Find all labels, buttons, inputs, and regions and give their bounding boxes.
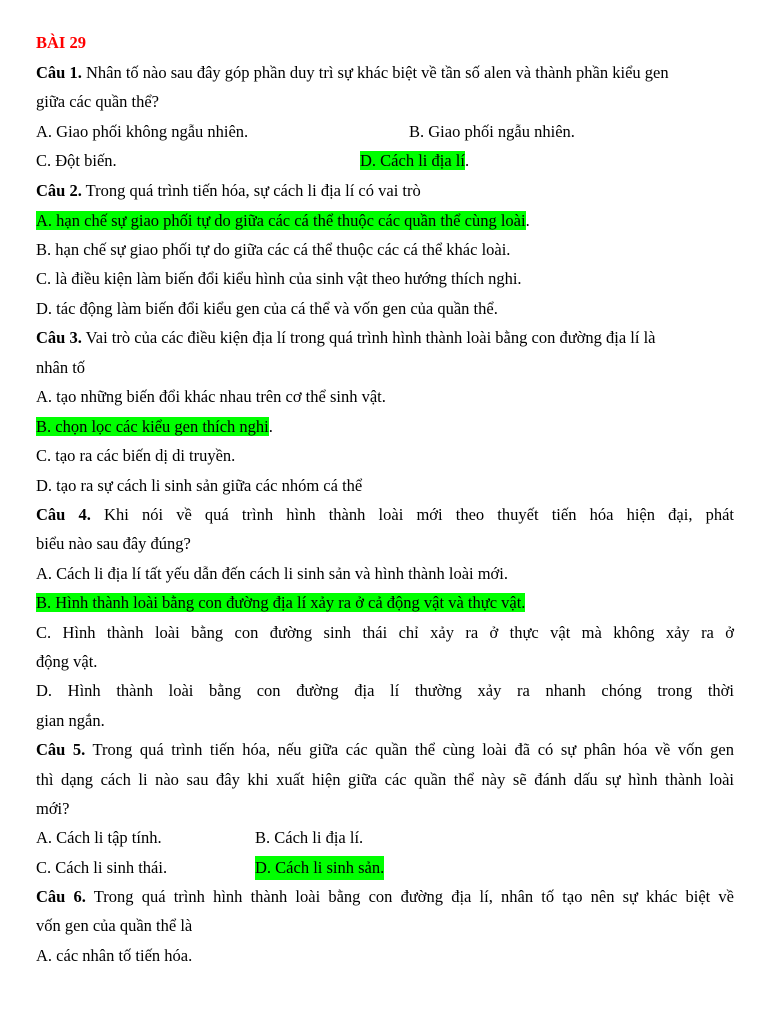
q2-text: Trong quá trình tiến hóa, sự cách li địa lí có vai trò [81, 181, 421, 200]
q2-option-a-answer: A. hạn chế sự giao phối tự do giữa các cá thể thuộc các quần thể cùng loài [36, 211, 526, 230]
q5-text-line1: Trong quá trình tiến hóa, nếu giữa các quần thể cùng loài đã có sự phân hóa về vốn gen [85, 740, 735, 759]
q4-text-line1: Khi nói về quá trình hình thành loài mới theo thuyết tiến hóa hiện đại, phát [90, 505, 735, 524]
q4-option-b-answer: B. Hình thành loài bằng con đường địa lí xảy ra ở cả động vật và thực vật. [36, 593, 526, 612]
lesson-title: BÀI 29 [36, 33, 86, 52]
q5-option-a: A. Cách li tập tính. [36, 828, 162, 847]
q6-text-line1: Trong quá trình hình thành loài bằng con đường địa lí, nhân tố tạo nên sự khác biệt về [85, 887, 734, 906]
q5-options-row1 [36, 826, 734, 850]
q4-option-c-line1: C. Hình thành loài bằng con đường sinh thái chỉ xảy ra ở thực vật mà không xảy ra ở [36, 623, 734, 642]
q2-option-d: D. tác động làm biến đổi kiểu gen của cá thể và vốn gen của quần thể. [36, 299, 498, 318]
q2-option-a-line [36, 209, 734, 233]
q4-option-a: A. Cách li địa lí tất yếu dẫn đến cách li sinh sản và hình thành loài mới. [36, 564, 508, 583]
q3-option-d: D. tạo ra sự cách li sinh sản giữa các nhóm cá thể [36, 476, 363, 495]
q1-text-line1: Nhân tố nào sau đây góp phần duy trì sự khác biệt về tần số alen và thành phần kiểu gen [81, 63, 669, 82]
q2-option-a-tail: . [525, 211, 530, 230]
q4-text-line2: biểu nào sau đây đúng? [36, 534, 191, 553]
q5-option-b: B. Cách li địa lí. [255, 828, 364, 847]
q2-number: Câu 2. [36, 181, 82, 200]
q4-option-d-line1: D. Hình thành loài bằng con đường địa lí thường xảy ra nhanh chóng trong thời [36, 681, 734, 700]
q5-options-row2 [36, 856, 734, 880]
q5-option-d-answer: D. Cách li sinh sản. [255, 856, 384, 880]
q5-stem-line1 [36, 738, 734, 762]
q2-option-b: B. hạn chế sự giao phối tự do giữa các cá thể thuộc các cá thể khác loài. [36, 240, 511, 259]
q1-option-d-tail: . [464, 151, 470, 170]
q3-option-c: C. tạo ra các biến dị di truyền. [36, 446, 236, 465]
q3-option-b-answer: B. chọn lọc các kiểu gen thích nghi [36, 417, 269, 436]
q3-text-line1: Vai trò của các điều kiện địa lí trong quá trình hình thành loài bằng con đường địa lí là [81, 328, 656, 347]
q2-stem [36, 179, 734, 203]
q3-number: Câu 3. [36, 328, 82, 347]
q6-number: Câu 6. [36, 887, 86, 906]
q1-option-c: C. Đột biến. [36, 151, 117, 170]
q5-text-line2: thì dạng cách li nào sau đây khi xuất hiện giữa các quần thể này sẽ đánh dấu sự hình thành loài [36, 770, 734, 789]
q6-stem-line1 [36, 885, 734, 909]
q6-text-line2: vốn gen của quần thể là [36, 916, 193, 935]
q5-number: Câu 5. [36, 740, 86, 759]
q1-text-line2: giữa các quần thể? [36, 92, 160, 111]
q1-stem-line1 [36, 61, 734, 85]
q1-option-d-wrap [360, 149, 469, 173]
q2-option-c: C. là điều kiện làm biến đổi kiểu hình của sinh vật theo hướng thích nghi. [36, 269, 522, 288]
q4-number: Câu 4. [36, 505, 91, 524]
q3-text-line2: nhân tố [36, 358, 86, 377]
q6-option-a: A. các nhân tố tiến hóa. [36, 946, 193, 965]
q1-option-b: B. Giao phối ngẫu nhiên. [409, 122, 575, 141]
q1-option-a: A. Giao phối không ngẫu nhiên. [36, 122, 249, 141]
q4-option-c-line2: động vật. [36, 652, 98, 671]
q3-option-a: A. tạo những biến đổi khác nhau trên cơ thể sinh vật. [36, 387, 386, 406]
q1-options-row2 [36, 149, 734, 173]
q3-option-b-tail: . [268, 417, 273, 436]
q4-option-b-line [36, 591, 734, 615]
q5-text-line3: mới? [36, 799, 70, 818]
q4-option-d-line2: gian ngắn. [36, 711, 105, 730]
q1-options-row1 [36, 120, 734, 144]
q3-option-b-line [36, 415, 734, 439]
q1-number: Câu 1. [36, 63, 82, 82]
q3-stem-line1 [36, 326, 734, 350]
q4-stem-line1 [36, 503, 734, 527]
q1-option-d-answer: D. Cách li địa lí [360, 151, 465, 170]
q5-option-c: C. Cách li sinh thái. [36, 858, 168, 877]
